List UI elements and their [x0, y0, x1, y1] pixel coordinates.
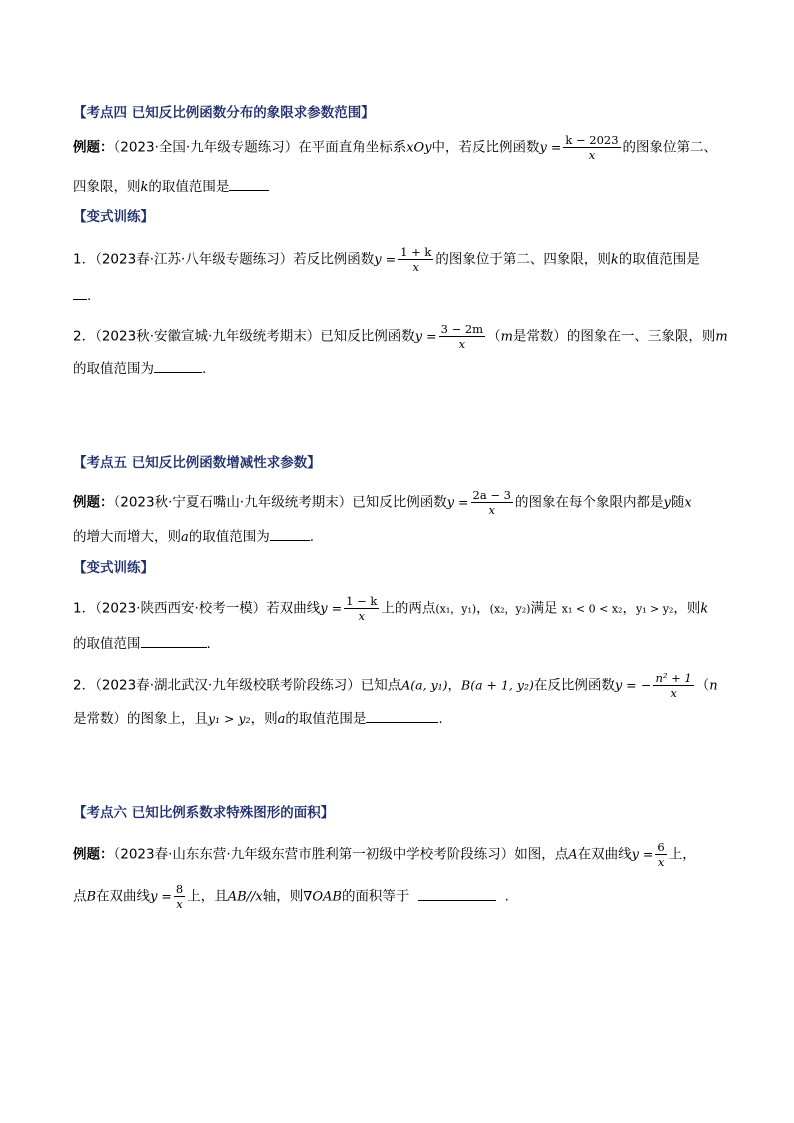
section-6-title: 【考点六 已知比例系数求特殊图形的面积】	[73, 805, 335, 821]
example-label: 例题：	[73, 846, 114, 863]
s5-question-2-line2: 是常数）的图象上，且y₁ > y₂，则a的取值范围是 .	[73, 708, 443, 730]
example-label: 例题：	[73, 494, 114, 511]
answer-blank[interactable]	[154, 358, 202, 373]
s5-training-heading: 【变式训练】	[73, 560, 154, 576]
s6-example-line1: 例题：（2023春·山东东营·九年级东营市胜利第一初级中学校考阶段练习）如图，点A在双曲线y = $\frac{6}{x}$ 上，	[73, 840, 696, 869]
fraction: $\frac{6}{x}$	[657, 840, 665, 869]
s5-question-1-line2: 的取值范围 .	[73, 633, 211, 654]
s5-example-line1: 例题：（2023秋·宁夏石嘴山·九年级统考期末）已知反比例函数y = $\frac{2a - 3}{x}$ 的图象在每个象限内都是y随x	[73, 488, 692, 517]
s4-example-line1: 例题：（2023·全国·九年级专题练习）在平面直角坐标系xOy中，若反比例函数y = $\frac{k - 2023}{x}$ 的图象位第二、	[73, 133, 718, 162]
fraction: $\frac{1 - k}{x}$	[346, 594, 378, 623]
fraction: $\frac{2a - 3}{x}$	[472, 488, 511, 517]
s4-question-2: 2．（2023秋·安徽宣城·九年级统考期末）已知反比例函数y = $\frac{3 - 2m}{x}$ （m是常数）的图象在一、三象限，则m	[73, 322, 728, 351]
example-label: 例题：	[73, 139, 114, 156]
fraction: $\frac{k - 2023}{x}$	[565, 133, 619, 162]
answer-blank[interactable]	[366, 708, 438, 723]
fraction: $\frac{1 + k}{x}$	[400, 245, 432, 274]
s5-example-line2: 的增大而增大，则a的取值范围为 .	[73, 526, 314, 548]
fraction: $\frac{8}{x}$	[175, 882, 184, 911]
fraction: $\frac{3 - 2m}{x}$	[440, 322, 484, 351]
s4-question-1-line2: .	[73, 285, 91, 306]
s4-question-1: 1．（2023春·江苏·八年级专题练习）若反比例函数y = $\frac{1 + k}{x}$ 的图象位于第二、四象限，则k的取值范围是	[73, 245, 700, 274]
answer-blank[interactable]	[418, 886, 496, 901]
answer-blank[interactable]	[270, 526, 310, 541]
section-5-title: 【考点五 已知反比例函数增减性求参数】	[73, 455, 321, 471]
section-4-title: 【考点四 已知反比例函数分布的象限求参数范围】	[73, 105, 375, 121]
answer-blank[interactable]	[73, 285, 87, 300]
s5-question-2: 2．（2023春·湖北武汉·九年级校联考阶段练习）已知点A(a, y₁)，B(a + 1, y₂)在反比例函数y = − $\frac{\text{n² + 1}}{x}$ （n	[73, 671, 718, 700]
s5-question-1: 1．（2023·陕西西安·校考一模）若双曲线y = $\frac{1 - k}{x}$ 上的两点(x₁，y₁)，(x₂，y₂)满足 x₁ < 0 < x₂，y₁ > y₂，则k	[73, 594, 709, 623]
fraction: $\frac{\text{n² + 1}}{x}$	[655, 671, 692, 700]
s4-question-2-line2: 的取值范围为 .	[73, 358, 206, 379]
s4-example-line2: 四象限，则k的取值范围是	[73, 176, 269, 198]
s6-example-line2: 点B在双曲线y = $\frac{8}{x}$ 上，且AB//x轴，则∇OAB的面积等于 .	[73, 882, 509, 911]
answer-blank[interactable]	[141, 633, 207, 648]
answer-blank[interactable]	[229, 176, 269, 191]
s4-training-heading: 【变式训练】	[73, 209, 154, 225]
